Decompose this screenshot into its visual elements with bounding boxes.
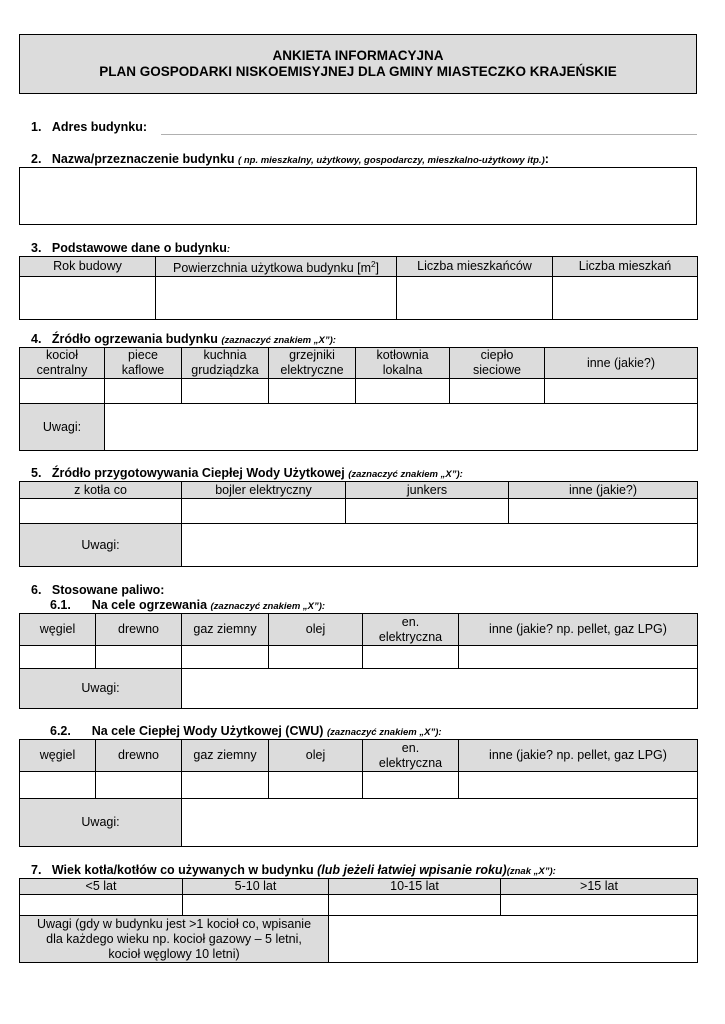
boiler-age-table [19, 878, 698, 963]
col-natural-gas: gaz ziemny [182, 614, 269, 646]
cwu-fuel-notes-input[interactable] [182, 799, 698, 847]
boiler-age-notes-label [20, 916, 329, 963]
central-boiler-check[interactable] [20, 379, 105, 404]
col-usable-area [156, 257, 397, 277]
q7-heading [31, 863, 556, 877]
col-tile-stoves [105, 348, 182, 379]
col-natural-gas-cwu: gaz ziemny [182, 740, 269, 772]
col-electric-heaters [269, 348, 356, 379]
col-wood-cwu: drewno [96, 740, 182, 772]
q2-number: 2. [31, 152, 42, 166]
col-fuel-other-cwu: inne (jakie? np. pellet, gaz LPG) [459, 740, 698, 772]
q4-number: 4. [31, 332, 42, 346]
age-5-10-check[interactable] [183, 895, 329, 916]
age-under-5-check[interactable] [20, 895, 183, 916]
col-electric-energy [363, 614, 459, 646]
col-local-boiler-room-l2: lokalna [382, 363, 423, 377]
q6-1-number: 6.1. [50, 598, 71, 612]
hot-water-source-table [19, 481, 698, 567]
boiler-age-notes-input[interactable] [329, 916, 698, 963]
wood-cwu-check[interactable] [96, 772, 182, 799]
electric-energy-cwu-check[interactable] [363, 772, 459, 799]
q2-label: Nazwa/przeznaczenie budynku [51, 152, 235, 166]
q7-number: 7. [31, 863, 42, 877]
heating-other-input[interactable] [545, 379, 698, 404]
q2-heading [31, 152, 549, 166]
col-oil-cwu: olej [269, 740, 363, 772]
grudziadz-stove-check[interactable] [182, 379, 269, 404]
col-electric-energy-cwu-l1: en. [401, 740, 420, 755]
col-electric-boiler: bojler elektryczny [182, 482, 346, 499]
col-age-10-15: 10-15 lat [329, 879, 501, 895]
col-age-5-10: 5-10 lat [183, 879, 329, 895]
q6-number: 6. [31, 583, 42, 597]
q6-2-hint: (zaznaczyć znakiem „X”): [326, 727, 442, 738]
cwu-fuel-notes-label: Uwagi: [20, 799, 182, 847]
q5-number: 5. [31, 466, 42, 480]
col-electric-energy-l2: elektryczna [378, 629, 443, 644]
boiler-age-notes-l1: Uwagi (gdy w budynku jest >1 kocioł co, wpisanie [36, 916, 312, 931]
q5-hint: (zaznaczyć znakiem „X”): [348, 469, 463, 480]
q5-label: Źródło przygotowywania Ciepłej Wody Użytkowej [51, 466, 345, 480]
local-boiler-room-check[interactable] [356, 379, 450, 404]
cwu-fuel-table [19, 739, 698, 847]
q4-heading [31, 332, 336, 346]
co-boiler-check[interactable] [20, 499, 182, 524]
heating-source-table [19, 347, 698, 451]
natural-gas-check[interactable] [182, 646, 269, 669]
q3-number: 3. [31, 241, 42, 255]
col-usable-area-sup: 2 [371, 260, 376, 269]
col-apartments: Liczba mieszkań [553, 257, 698, 277]
q6-2-heading [50, 724, 442, 738]
col-district-heat-l1: ciepło [480, 348, 514, 362]
q6-2-label: Na cele Ciepłej Wody Użytkowej (CWU) [91, 724, 324, 738]
natural-gas-cwu-check[interactable] [182, 772, 269, 799]
q5-heading [31, 466, 463, 480]
building-purpose-field[interactable] [19, 167, 697, 225]
col-local-boiler-room [356, 348, 450, 379]
heating-fuel-notes-input[interactable] [182, 669, 698, 709]
col-heating-other [545, 348, 698, 379]
col-residents: Liczba mieszkańców [397, 257, 553, 277]
age-10-15-check[interactable] [329, 895, 501, 916]
heating-notes-input[interactable] [105, 404, 698, 451]
col-fuel-other: inne (jakie? np. pellet, gaz LPG) [459, 614, 698, 646]
district-heat-check[interactable] [450, 379, 545, 404]
hot-water-notes-label: Uwagi: [20, 524, 182, 567]
year-built-input[interactable] [20, 277, 156, 320]
form-title: ANKIETA INFORMACYJNA [272, 48, 444, 63]
q4-label: Źródło ogrzewania budynku [51, 332, 218, 346]
q2-tail: : [544, 152, 549, 166]
oil-check[interactable] [269, 646, 363, 669]
q3-heading [31, 241, 230, 255]
col-coal: węgiel [20, 614, 96, 646]
col-district-heat [450, 348, 545, 379]
electric-energy-check[interactable] [363, 646, 459, 669]
col-wood: drewno [96, 614, 182, 646]
q1-label: Adres budynku: [51, 120, 148, 134]
electric-heaters-check[interactable] [269, 379, 356, 404]
col-grudziadz-stove-l1: kuchnia [203, 348, 247, 362]
col-electric-energy-cwu [363, 740, 459, 772]
col-junkers: junkers [346, 482, 509, 499]
col-electric-energy-cwu-l2: elektryczna [378, 755, 443, 770]
q6-label: Stosowane paliwo: [51, 583, 165, 597]
boiler-age-notes-l3: kocioł węglowy 10 letni) [108, 946, 240, 961]
col-age-over-15: >15 lat [501, 879, 698, 895]
q7-label: Wiek kotła/kotłów co używanych w budynku [51, 863, 314, 877]
form-subtitle: PLAN GOSPODARKI NISKOEMISYJNEJ DLA GMINY MIASTECZKO KRAJEŃSKIE [99, 64, 617, 79]
q6-1-heading [50, 598, 325, 612]
q2-hint: ( np. mieszkalny, użytkowy, gospodarczy, mieszkalno-użytkowy itp.) [238, 155, 545, 166]
electric-boiler-check[interactable] [182, 499, 346, 524]
q6-1-label: Na cele ogrzewania [91, 598, 208, 612]
col-year-built: Rok budowy [20, 257, 156, 277]
oil-cwu-check[interactable] [269, 772, 363, 799]
heating-notes-label: Uwagi: [20, 404, 105, 451]
col-grudziadz-stove-l2: grudziądzka [191, 363, 259, 377]
usable-area-input[interactable] [156, 277, 397, 320]
q6-2-number: 6.2. [50, 724, 71, 738]
col-cwu-other: inne (jakie?) [509, 482, 698, 499]
wood-check[interactable] [96, 646, 182, 669]
fuel-other-input[interactable] [459, 646, 698, 669]
address-input-line[interactable] [161, 134, 697, 135]
q3-label: Podstawowe dane o budynku [51, 241, 227, 255]
junkers-check[interactable] [346, 499, 509, 524]
col-central-boiler [20, 348, 105, 379]
q1-heading [31, 120, 147, 134]
col-tile-stoves-l2: kaflowe [121, 363, 165, 377]
heating-fuel-notes-label: Uwagi: [20, 669, 182, 709]
q6-heading [31, 583, 164, 597]
col-heating-other-l1: inne (jakie?) [586, 355, 656, 370]
col-usable-area-close: ] [375, 261, 379, 276]
q4-hint: (zaznaczyć znakiem „X”): [221, 335, 336, 346]
col-oil: olej [269, 614, 363, 646]
col-usable-area-label: Powierzchnia użytkowa budynku [m [173, 261, 372, 276]
col-electric-heaters-l2: elektryczne [280, 363, 344, 377]
coal-cwu-check[interactable] [20, 772, 96, 799]
boiler-age-notes-l2: dla każdego wieku np. kocioł gazowy – 5 letni, [46, 931, 302, 946]
hot-water-notes-input[interactable] [182, 524, 698, 567]
apartments-input[interactable] [553, 277, 698, 320]
building-data-table [19, 256, 698, 320]
q1-number: 1. [31, 120, 42, 134]
col-co-boiler: z kotła co [20, 482, 182, 499]
heating-fuel-table [19, 613, 698, 709]
tile-stoves-check[interactable] [105, 379, 182, 404]
col-coal-cwu: węgiel [20, 740, 96, 772]
age-over-15-check[interactable] [501, 895, 698, 916]
coal-check[interactable] [20, 646, 96, 669]
col-tile-stoves-l1: piece [128, 348, 158, 362]
col-local-boiler-room-l1: kotłownia [376, 348, 429, 362]
col-age-under-5: <5 lat [20, 879, 183, 895]
q7-label-italic: (lub jeżeli łatwiej wpisanie roku) [317, 863, 507, 877]
col-central-boiler-l1: kocioł [46, 348, 78, 362]
residents-input[interactable] [397, 277, 553, 320]
col-district-heat-l2: sieciowe [473, 363, 521, 377]
col-central-boiler-l2: centralny [36, 363, 88, 377]
fuel-other-cwu-input[interactable] [459, 772, 698, 799]
q6-1-hint: (zaznaczyć znakiem „X”): [210, 601, 326, 612]
form-title-box [19, 34, 697, 94]
q3-tail: : [226, 244, 231, 255]
col-electric-energy-l1: en. [401, 614, 420, 629]
col-grudziadz-stove [182, 348, 269, 379]
q7-hint: (znak „X”): [506, 866, 556, 877]
col-electric-heaters-l1: grzejniki [289, 348, 335, 362]
cwu-other-input[interactable] [509, 499, 698, 524]
